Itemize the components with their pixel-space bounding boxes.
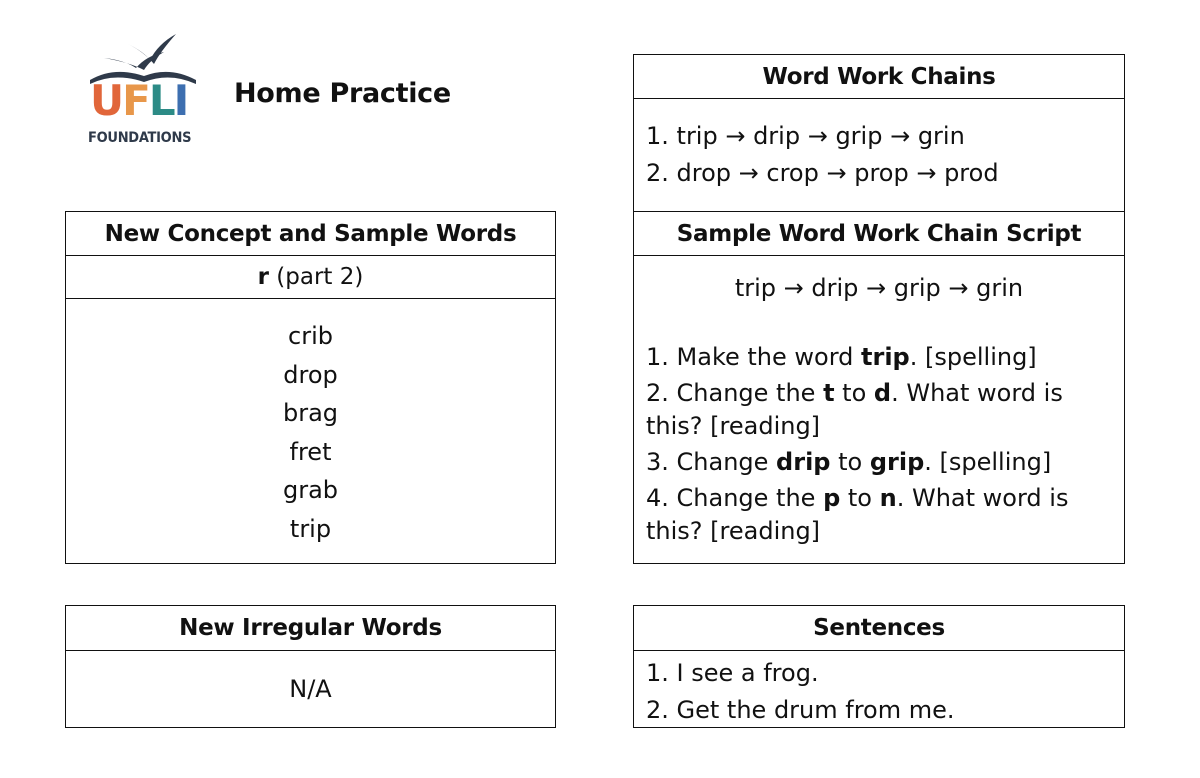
sample-word: drop [283,360,338,389]
ufli-logo [84,30,204,150]
sample-word-list [66,299,555,548]
script-heading: Sample Word Work Chain Script [634,212,1124,256]
script-step-line: this? [reading] [646,517,821,545]
concept-box [65,211,556,564]
chains-heading: Word Work Chains [634,55,1124,99]
script-keyword: drip [776,448,831,476]
script-step [646,446,1124,479]
irregular-box [65,605,556,728]
chain-item: 1. trip → drip → grip → grin [646,122,965,150]
chain-item: 2. drop → crop → prop → prod [646,159,999,187]
logo-letter-u: U [90,76,123,125]
script-step-line [646,482,1124,515]
script-text: 4. Change the [646,484,824,512]
script-keyword: p [823,484,841,512]
concept-part: (part 2) [268,264,364,290]
script-text: to [830,448,870,476]
script-keyword: n [879,484,897,512]
script-step-line [646,446,1124,479]
irregular-heading: New Irregular Words [66,606,555,651]
irregular-value: N/A [289,675,332,703]
script-steps [634,341,1124,548]
logo-wordmark [90,76,188,125]
script-text: to [840,484,880,512]
logo-letter-l: L [148,76,174,125]
script-text: 1. Make the word [646,343,862,371]
sentence-item: 2. Get the drum from me. [646,696,955,724]
script-step-line: this? [reading] [646,412,821,440]
chains-list [634,99,1124,212]
script-step-line [646,377,1124,410]
page-title: Home Practice [234,78,451,109]
script-text: 2. Change the [646,379,824,407]
concept-label [66,256,555,299]
script-step [646,377,1124,443]
logo-letter-i: I [173,76,188,125]
chains-box [633,54,1125,564]
script-keyword: d [873,379,892,407]
sample-word: brag [282,399,339,427]
sample-word: trip [289,514,332,543]
sentences-heading: Sentences [634,606,1124,651]
script-keyword: trip [861,343,910,371]
script-step [646,341,1124,374]
script-text: . What word is [896,484,1069,512]
script-text: to [834,379,874,407]
script-step [646,482,1124,548]
script-text: . [spelling] [924,448,1052,476]
sentences-box [633,605,1125,728]
script-text: 3. Change [646,448,777,476]
sentence-item: 1. I see a frog. [646,659,819,687]
script-text: . What word is [891,379,1063,407]
logo-subtitle: FOUNDATIONS [88,130,192,146]
script-text: . [spelling] [909,343,1037,371]
script-keyword: t [823,379,835,407]
logo-letter-f: F [122,76,149,125]
sample-word: fret [289,437,332,466]
sample-word: grab [282,476,339,504]
script-keyword: grip [869,448,925,476]
concept-letter: r [257,264,269,290]
script-step-line [646,341,1124,374]
sentences-list [634,651,1124,729]
concept-heading: New Concept and Sample Words [66,212,555,256]
script-chain: trip → drip → grip → grin [734,274,1024,302]
sample-word: crib [288,322,333,350]
